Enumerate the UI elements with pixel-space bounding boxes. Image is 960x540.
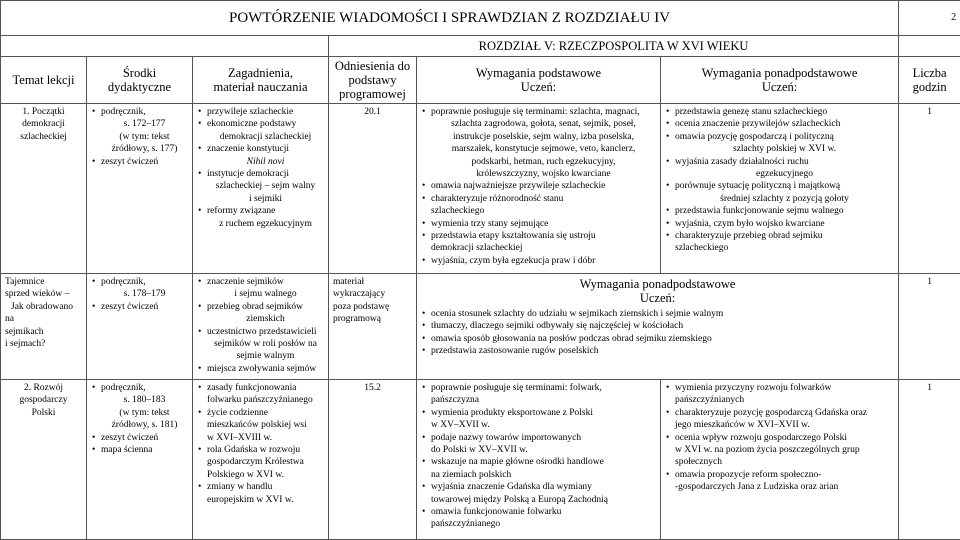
column-header-topic: Temat lekcji [1,57,87,104]
list-item: • wyjaśnia zasady działalności ruchu egzekucyjnego [675,156,894,181]
hours-cell: 1 [899,380,960,540]
list-item: • porównuje sytuację polityczną i majątkową średniej szlachty z pozycją gołoty [675,180,894,205]
extended-requirements-cell [661,104,899,274]
reference-cell: 15.2 [329,380,417,540]
list-item: • rola Gdańska w rozwoju gospodarczym Królestwa Polskiego w XVI w. [207,444,324,481]
list-item: • instytucje demokracji szlacheckiej – sejm walny i sejmiki [207,168,324,205]
issues-cell [193,380,329,540]
topic-cell: 2. Rozwój gospodarczy Polski [1,380,87,540]
list-item: • wskazuje na mapie główne ośrodki handlowe na ziemiach polskich [431,456,656,481]
list-item: • znaczenie konstytucji Nihil novi [207,143,324,168]
list-item: • wymienia przyczyny rozwoju folwarków pańszczyźnianych [675,382,894,407]
list-item: • przedstawia etapy kształtowania się ustroju demokracji szlacheckiej [431,230,656,255]
list-item: • przedstawia zastosowanie rugów poselskich [431,345,894,357]
list-item: • przywileje szlacheckie [207,106,324,118]
hours-cell: 1 [899,274,960,380]
topic-cell: 1. Początki demokracji szlacheckiej [1,104,87,274]
list-item: • charakteryzuje różnorodność stanu szlacheckiego [431,193,656,218]
table-row [1,274,960,380]
list-item: • miejsca zwoływania sejmów [207,363,324,375]
list-item: • ocenia stosunek szlachty do udziału w sejmikach ziemskich i sejmie walnym [431,308,894,320]
list-item: • ekonomiczne podstawy demokracji szlacheckiej [207,118,324,143]
list-item: • podaje nazwy towarów importowanych do Polski w XV–XVII w. [431,432,656,457]
issues-cell [193,274,329,380]
list-item: • podręcznik, s. 178–179 [101,276,188,301]
hours-cell: 1 [899,104,960,274]
list-item: • tłumaczy, dlaczego sejmiki odbywały się najczęściej w kościołach [431,320,894,332]
list-item: • wymienia trzy stany sejmujące [431,218,656,230]
list-item: • przebieg obrad sejmików ziemskich [207,301,324,326]
list-item: • ocenia wpływ rozwoju gospodarczego Polski w XVI w. na poziom życia poszczególnych grup społecznych [675,432,894,469]
list-item: • podręcznik, s. 180–183 (w tym: tekst źródłowy, s. 181) [101,382,188,432]
means-cell [87,104,193,274]
column-header-means: Środki dydaktyczne [87,57,193,104]
list-item: • zmiany w handlu europejskim w XVI w. [207,481,324,506]
column-header-hours: Liczba godzin [899,57,960,104]
extended-requirements-box [417,274,899,380]
column-header-extended: Wymagania ponadpodstawowe Uczeń: [661,57,899,104]
list-item: • omawia najważniejsze przywileje szlacheckie [431,180,656,192]
topic-cell: Tajemnice sprzed wieków – Jak obradowano na sejmikach i sejmach? [1,274,87,380]
list-item: • życie codzienne mieszkańców polskiej wsi w XVI–XVIII w. [207,407,324,444]
list-item: • reformy związane z ruchem egzekucyjnym [207,205,324,230]
reference-cell: materiał wykraczający poza podstawę programową [329,274,417,380]
list-item: • omawia sposób głosowania na posłów podczas obrad sejmiku ziemskiego [431,333,894,345]
list-item: • wyjaśnia znaczenie Gdańska dla wymiany towarowej między Polską a Europą Zachodnią [431,481,656,506]
list-item: • omawia pozycję gospodarczą i polityczną szlachty polskiej w XVI w. [675,131,894,156]
basic-requirements-cell [417,104,661,274]
list-item: • przedstawia genezę stanu szlacheckiego [675,106,894,118]
list-item: • uczestnictwo przedstawicieli sejmików w roli posłów na sejmie walnym [207,326,324,363]
list-item: • omawia propozycje reform społeczno- -gospodarczych Jana z Ludziska oraz arian [675,469,894,494]
basic-requirements-cell [417,380,661,540]
table-row [1,104,960,274]
list-item: • omawia funkcjonowanie folwarku pańszczyźnianego [431,506,656,531]
issues-cell [193,104,329,274]
column-header-issues: Zagadnienia, materiał nauczania [193,57,329,104]
list-item: • mapa ścienna [101,444,188,456]
list-item: • charakteryzuje pozycję gospodarczą Gdańska oraz jego mieszkańców w XVI–XVII w. [675,407,894,432]
page-number: 2 [899,1,960,36]
list-item: • zeszyt ćwiczeń [101,432,188,444]
list-item: • znaczenie sejmików i sejmu walnego [207,276,324,301]
list-item: • przedstawia funkcjonowanie sejmu walnego [675,205,894,217]
list-item: • wyjaśnia, czym była egzekucja praw i dóbr [431,255,656,267]
chapter-title: ROZDZIAŁ V: RZECZPOSPOLITA W XVI WIEKU [329,36,899,57]
column-header-reference: Odniesienia do podstawy programowej [329,57,417,104]
means-cell [87,274,193,380]
list-item: • wymienia produkty eksportowane z Polski w XV–XVII w. [431,407,656,432]
list-item: • zeszyt ćwiczeń [101,301,188,313]
list-item: • ocenia znaczenie przywilejów szlacheckich [675,118,894,130]
list-item: • poprawnie posługuje się terminami: szlachta, magnaci, szlachta zagrodowa, gołota, senat, sejmik, poseł, instrukcje poselskie, sejm walny, izba poselska, marszałek, konstytucje sejmowe, veto, kanclerz, podskarbi, hetman, ruch egzekucyjny, królewszczyzny, wojsko kwarciane [431,106,656,180]
column-header-basic: Wymagania podstawowe Uczeń: [417,57,661,104]
list-item: • zeszyt ćwiczeń [101,156,188,168]
page-title: POWTÓRZENIE WIADOMOŚCI I SPRAWDZIAN Z ROZDZIAŁU IV [1,1,899,36]
extended-requirements-cell [661,380,899,540]
list-item: • zasady funkcjonowania folwarku pańszczyźnianego [207,382,324,407]
list-item: • charakteryzuje przebieg obrad sejmiku szlacheckiego [675,230,894,255]
table-row [1,380,960,540]
box-heading: Wymagania ponadpodstawowe Uczeń: [421,277,894,305]
list-item: • poprawnie posługuje się terminami: folwark, pańszczyzna [431,382,656,407]
reference-cell: 20.1 [329,104,417,274]
list-item: • wyjaśnia, czym było wojsko kwarciane [675,218,894,230]
means-cell [87,380,193,540]
list-item: • podręcznik, s. 172–177 (w tym: tekst źródłowy, s. 177) [101,106,188,156]
